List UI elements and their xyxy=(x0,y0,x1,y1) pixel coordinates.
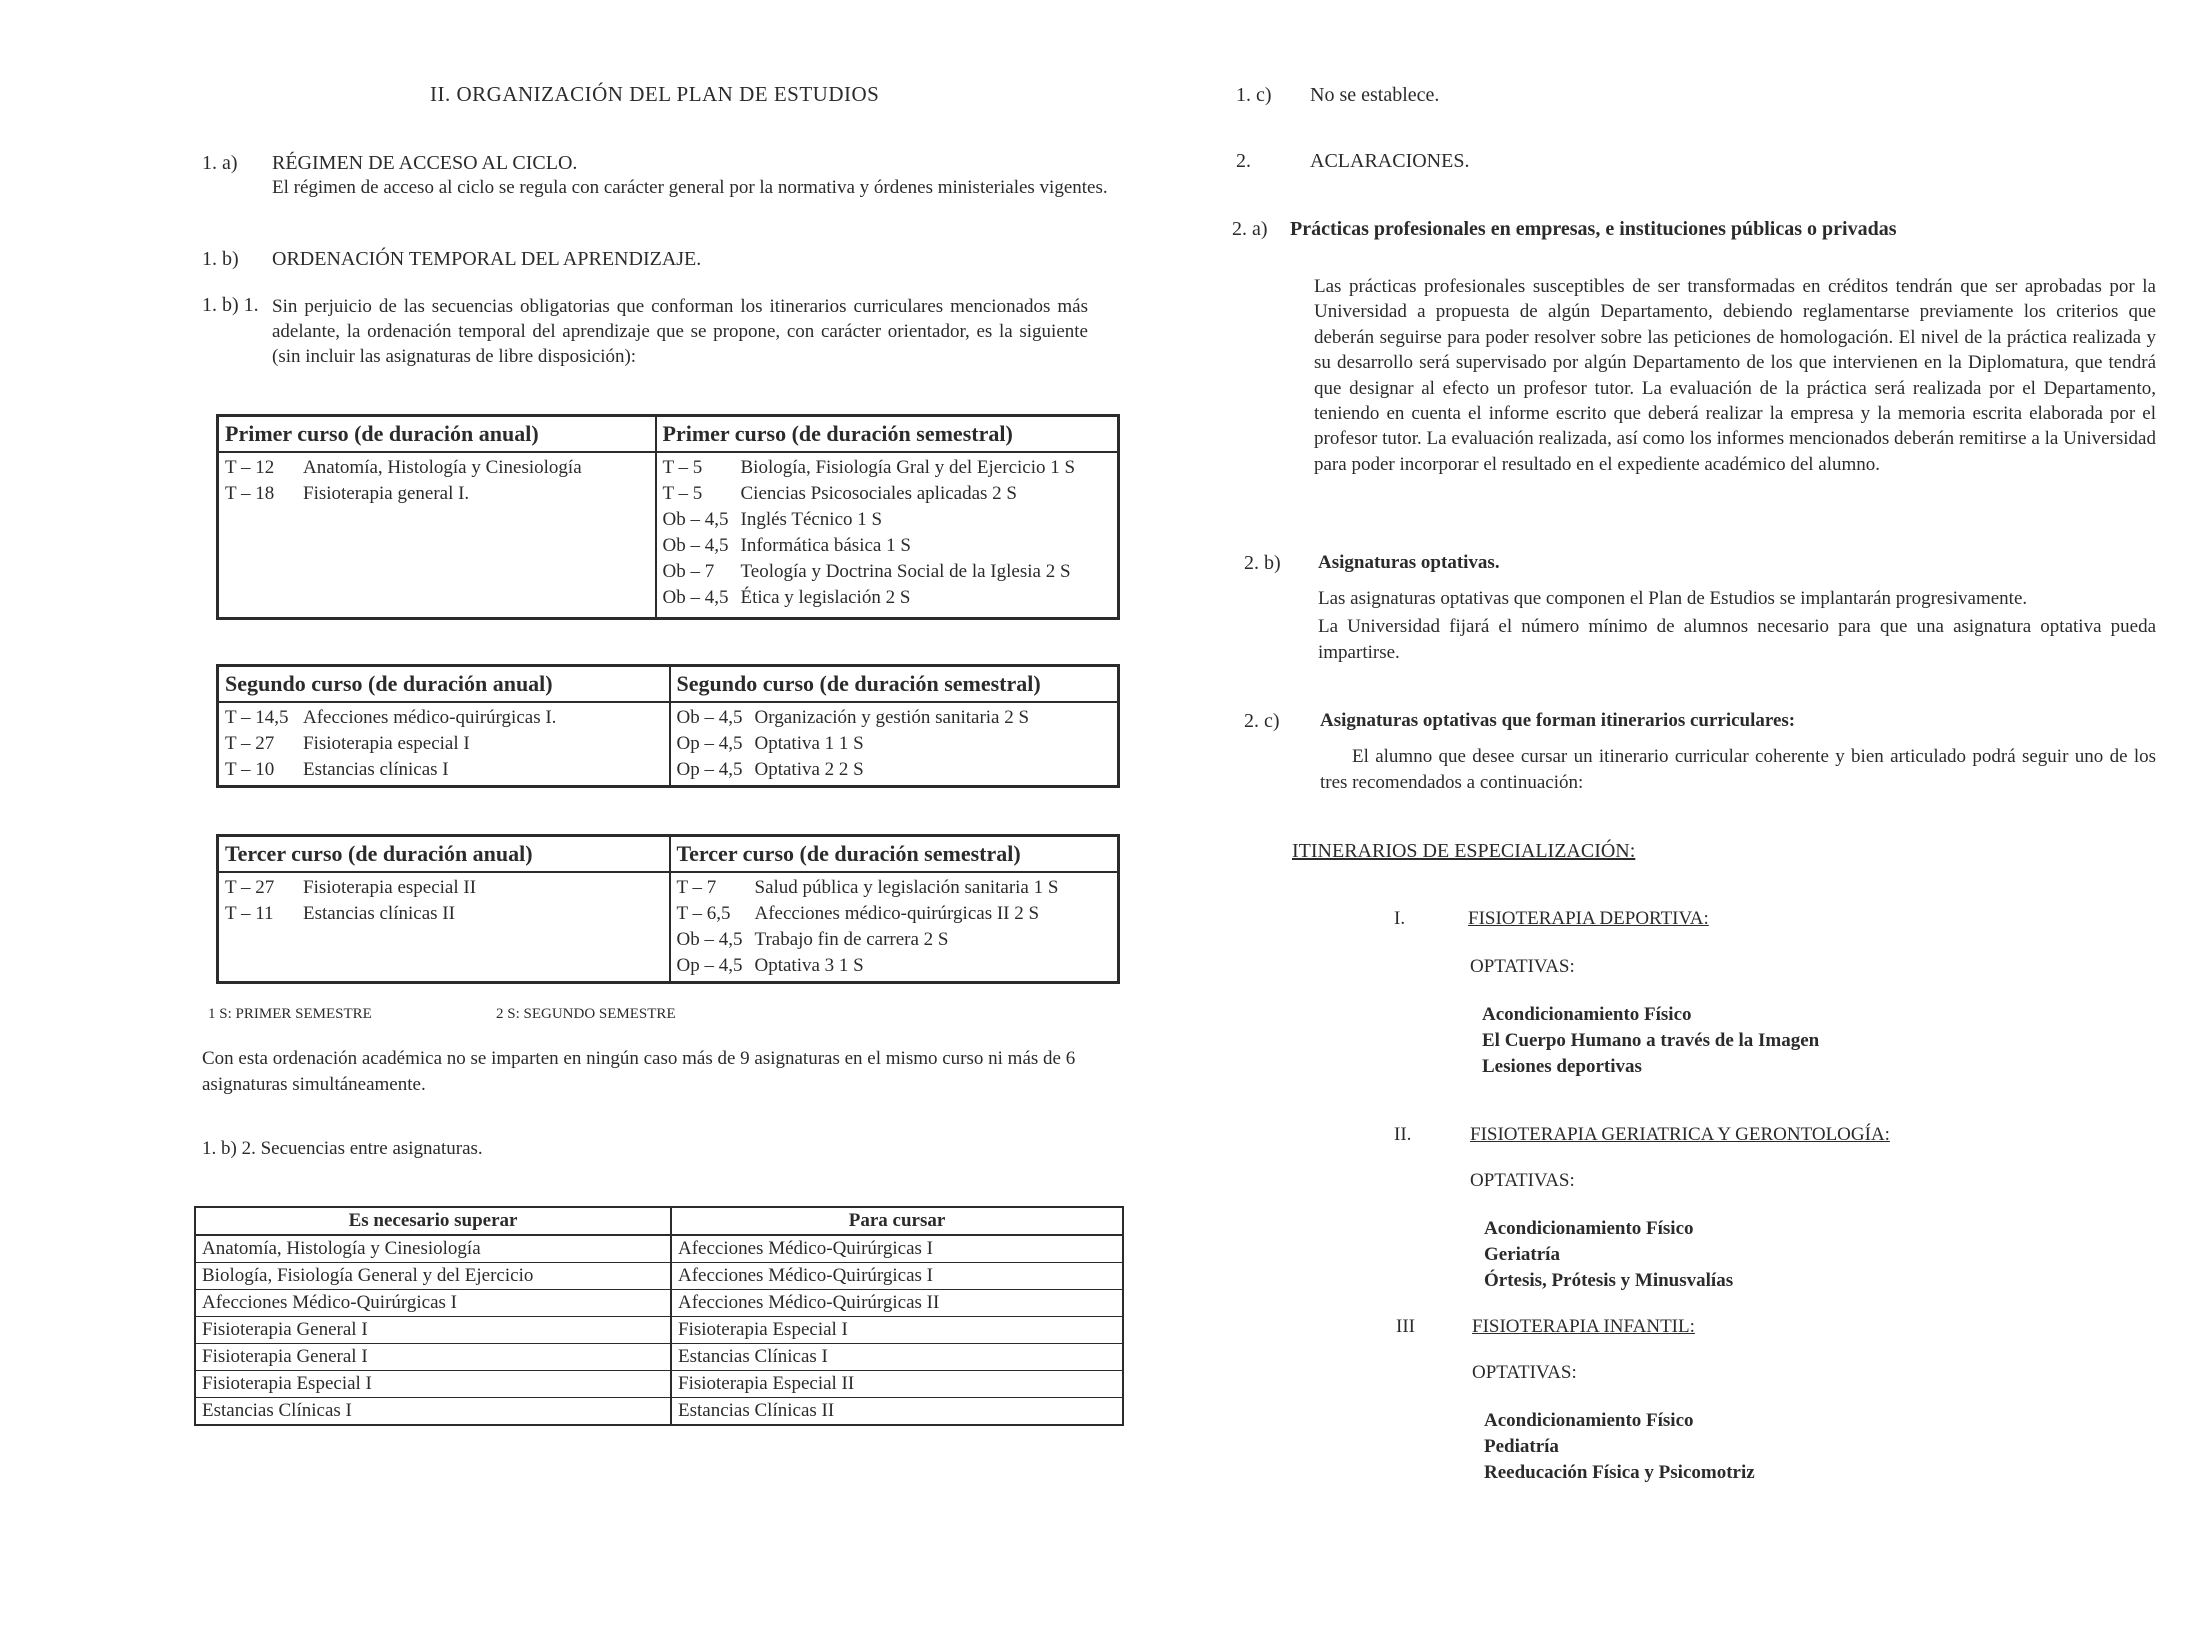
optativa-item: Órtesis, Prótesis y Minusvalías xyxy=(1484,1270,1734,1291)
course-name: Organización y gestión sanitaria 2 S xyxy=(754,707,1030,728)
course-name: Estancias clínicas II xyxy=(303,903,455,924)
annual-header: Segundo curso (de duración anual) xyxy=(218,666,670,703)
target-cell: Estancias Clínicas I xyxy=(671,1344,1123,1371)
course-code: T – 27 xyxy=(225,733,275,754)
course-row xyxy=(225,455,649,481)
course-name: Anatomía, Histología y Cinesiología xyxy=(303,457,582,478)
section-number-2a: 2. a) xyxy=(1232,218,1268,240)
course-row xyxy=(663,585,1112,611)
course-row xyxy=(225,731,663,757)
course-table-third xyxy=(216,834,1120,984)
sequence-table xyxy=(194,1206,1124,1426)
course-code: Ob – 4,5 xyxy=(676,707,743,728)
course-name: Trabajo fin de carrera 2 S xyxy=(754,929,949,950)
section-text-1b1: Sin perjuicio de las secuencias obligatorias que conforman los itinerarios curriculares mencionados más adelante, la ordenación temporal del aprendizaje que se propone, con carácter orientador, es la siguiente (sin incluir las asignaturas de libre disposición): xyxy=(272,296,1088,367)
legend-second-semester: 2 S: SEGUNDO SEMESTRE xyxy=(496,1006,676,1022)
course-code: Op – 4,5 xyxy=(676,759,743,780)
section-text-2c: El alumno que desee cursar un itinerario curricular coherente y bien articulado podrá seguir uno de los tres recomendados a continuación: xyxy=(1320,746,2156,793)
annual-cell xyxy=(218,452,656,619)
course-table-second xyxy=(216,664,1120,788)
section-text-2a: Las prácticas profesionales susceptibles de ser transformadas en créditos tendrán que ser aprobadas por la Universidad a propuesta de algún Departamento, debiendo reglamentarse previamente los criterios que deberán seguirse para poder resolver sobre las peticiones de homologación. El nivel de la práctica realizada y su desarrollo será supervisado por algún Departamento de los que intervienen en la Diplomatura, que tendrá que designar al efecto un profesor tutor. La evaluación de la práctica será realizada por el Departamento, teniendo en cuenta el informe escrito que deberá realizar la empresa y la memoria escrita elaborada por el profesor tutor. La evaluación realizada, así como los informes mencionados deberán remitirse a la Universidad para poder incorporar el resultado en el expediente académico del alumno. xyxy=(1314,276,2156,475)
target-cell: Afecciones Médico-Quirúrgicas I xyxy=(671,1263,1123,1290)
course-name: Optativa 3 1 S xyxy=(754,955,864,976)
ordenacion-note: Con esta ordenación académica no se imparten en ningún caso más de 9 asignaturas en el mismo curso ni más de 6 asignaturas simultáneamente. xyxy=(202,1048,1076,1095)
sequence-header-prerequisite: Es necesario superar xyxy=(195,1207,671,1235)
course-row xyxy=(225,705,663,731)
course-row xyxy=(663,455,1112,481)
table-row xyxy=(195,1344,1123,1371)
section-title: II. ORGANIZACIÓN DEL PLAN DE ESTUDIOS xyxy=(430,82,880,106)
course-row xyxy=(225,757,663,783)
course-code: T – 12 xyxy=(225,457,275,478)
section-heading-1a: RÉGIMEN DE ACCESO AL CICLO. xyxy=(272,152,578,174)
annual-header: Tercer curso (de duración anual) xyxy=(218,836,670,873)
optativas-label: OPTATIVAS: xyxy=(1470,1170,1575,1191)
course-code: T – 6,5 xyxy=(676,903,731,924)
optativa-item: Lesiones deportivas xyxy=(1482,1056,1642,1077)
section-number-1b: 1. b) xyxy=(202,248,239,270)
semestral-header: Tercer curso (de duración semestral) xyxy=(670,836,1119,873)
annual-cell xyxy=(218,872,670,983)
itinerarios-heading: ITINERARIOS DE ESPECIALIZACIÓN: xyxy=(1292,840,1636,862)
optativa-item: El Cuerpo Humano a través de la Imagen xyxy=(1482,1030,1820,1051)
course-code: T – 14,5 xyxy=(225,707,289,728)
semestral-cell xyxy=(656,452,1119,619)
course-name: Biología, Fisiología Gral y del Ejercicio 1 S xyxy=(740,457,1076,478)
sequence-header-target: Para cursar xyxy=(671,1207,1123,1235)
section-heading-2a: Prácticas profesionales en empresas, e instituciones públicas o privadas xyxy=(1290,218,1897,240)
itinerario-name: FISIOTERAPIA DEPORTIVA: xyxy=(1468,908,1709,929)
course-code: T – 5 xyxy=(662,483,703,504)
table-row xyxy=(195,1317,1123,1344)
optativa-item: Acondicionamiento Físico xyxy=(1482,1004,1692,1025)
section-heading-2c: Asignaturas optativas que forman itinerarios curriculares: xyxy=(1320,710,1796,731)
section-number-1b1: 1. b) 1. xyxy=(202,294,259,316)
optativas-label: OPTATIVAS: xyxy=(1472,1362,1577,1383)
section-number-2b: 2. b) xyxy=(1244,552,1281,574)
section-heading-2: ACLARACIONES. xyxy=(1310,150,1470,172)
course-row xyxy=(663,559,1112,585)
course-name: Salud pública y legislación sanitaria 1 S xyxy=(754,877,1059,898)
section-text-2b-line2: La Universidad fijará el número mínimo de alumnos necesario para que una asignatura optativa pueda impartirse. xyxy=(1318,616,2156,663)
course-name: Informática básica 1 S xyxy=(740,535,911,556)
course-row xyxy=(677,953,1112,979)
course-row xyxy=(677,731,1112,757)
optativa-item: Acondicionamiento Físico xyxy=(1484,1218,1694,1239)
prerequisite-cell: Afecciones Médico-Quirúrgicas I xyxy=(195,1290,671,1317)
semestral-cell xyxy=(670,702,1119,787)
prerequisite-cell: Biología, Fisiología General y del Ejercicio xyxy=(195,1263,671,1290)
course-code: T – 10 xyxy=(225,759,275,780)
course-name: Optativa 1 1 S xyxy=(754,733,864,754)
course-name: Optativa 2 2 S xyxy=(754,759,864,780)
optativas-label: OPTATIVAS: xyxy=(1470,956,1575,977)
course-code: T – 7 xyxy=(676,877,717,898)
course-row xyxy=(225,901,663,927)
target-cell: Fisioterapia Especial I xyxy=(671,1317,1123,1344)
prerequisite-cell: Estancias Clínicas I xyxy=(195,1398,671,1426)
target-cell: Afecciones Médico-Quirúrgicas II xyxy=(671,1290,1123,1317)
course-row xyxy=(677,705,1112,731)
course-row xyxy=(663,507,1112,533)
annual-cell xyxy=(218,702,670,787)
section-text-1a: El régimen de acceso al ciclo se regula con carácter general por la normativa y órdenes ministeriales vigentes. xyxy=(272,177,1108,198)
semestral-header: Primer curso (de duración semestral) xyxy=(656,416,1119,453)
target-cell: Fisioterapia Especial II xyxy=(671,1371,1123,1398)
legend-first-semester: 1 S: PRIMER SEMESTRE xyxy=(208,1006,372,1022)
course-code: T – 5 xyxy=(662,457,703,478)
course-name: Teología y Doctrina Social de la Iglesia 2 S xyxy=(740,561,1071,582)
course-row xyxy=(677,875,1112,901)
semestral-cell xyxy=(670,872,1119,983)
course-name: Estancias clínicas I xyxy=(303,759,449,780)
section-text-1c: No se establece. xyxy=(1310,84,1440,106)
table-row xyxy=(195,1398,1123,1426)
itinerario-number: III xyxy=(1396,1316,1415,1337)
section-text-2b-line1: Las asignaturas optativas que componen el Plan de Estudios se implantarán progresivamente. xyxy=(1318,588,2028,609)
section-heading-2b: Asignaturas optativas. xyxy=(1318,552,1500,573)
course-name: Inglés Técnico 1 S xyxy=(740,509,883,530)
section-number-2: 2. xyxy=(1236,150,1251,172)
table-row xyxy=(195,1235,1123,1263)
course-code: Ob – 4,5 xyxy=(662,587,729,608)
course-row xyxy=(677,927,1112,953)
course-row xyxy=(663,533,1112,559)
table-row xyxy=(195,1263,1123,1290)
course-name: Afecciones médico-quirúrgicas II 2 S xyxy=(754,903,1040,924)
course-row xyxy=(225,481,649,507)
course-name: Ética y legislación 2 S xyxy=(740,587,911,608)
section-heading-1b2: 1. b) 2. Secuencias entre asignaturas. xyxy=(202,1138,483,1159)
course-code: Ob – 4,5 xyxy=(676,929,743,950)
course-name: Afecciones médico-quirúrgicas I. xyxy=(303,707,557,728)
optativa-item: Reeducación Física y Psicomotriz xyxy=(1484,1462,1755,1483)
course-code: Ob – 7 xyxy=(662,561,715,582)
section-number-2c: 2. c) xyxy=(1244,710,1280,732)
section-heading-1b: ORDENACIÓN TEMPORAL DEL APRENDIZAJE. xyxy=(272,248,702,270)
section-number-1c: 1. c) xyxy=(1236,84,1272,106)
course-name: Ciencias Psicosociales aplicadas 2 S xyxy=(740,483,1017,504)
course-table-first xyxy=(216,414,1120,620)
prerequisite-cell: Fisioterapia Especial I xyxy=(195,1371,671,1398)
optativa-item: Acondicionamiento Físico xyxy=(1484,1410,1694,1431)
itinerario-number: I. xyxy=(1394,908,1406,929)
course-code: Ob – 4,5 xyxy=(662,535,729,556)
course-name: Fisioterapia general I. xyxy=(303,483,470,504)
prerequisite-cell: Fisioterapia General I xyxy=(195,1344,671,1371)
course-row xyxy=(225,875,663,901)
table-row xyxy=(195,1290,1123,1317)
annual-header: Primer curso (de duración anual) xyxy=(218,416,656,453)
course-code: Op – 4,5 xyxy=(676,733,743,754)
course-name: Fisioterapia especial II xyxy=(303,877,477,898)
course-row xyxy=(663,481,1112,507)
course-name: Fisioterapia especial I xyxy=(303,733,470,754)
optativa-item: Pediatría xyxy=(1484,1436,1559,1457)
target-cell: Afecciones Médico-Quirúrgicas I xyxy=(671,1235,1123,1263)
course-code: T – 11 xyxy=(225,903,274,924)
target-cell: Estancias Clínicas II xyxy=(671,1398,1123,1426)
itinerario-name: FISIOTERAPIA INFANTIL: xyxy=(1472,1316,1695,1337)
course-code: T – 27 xyxy=(225,877,275,898)
course-code: Op – 4,5 xyxy=(676,955,743,976)
prerequisite-cell: Fisioterapia General I xyxy=(195,1317,671,1344)
section-number-1a: 1. a) xyxy=(202,152,238,174)
optativa-item: Geriatría xyxy=(1484,1244,1560,1265)
course-row xyxy=(677,757,1112,783)
table-row xyxy=(195,1371,1123,1398)
itinerario-number: II. xyxy=(1394,1124,1412,1145)
prerequisite-cell: Anatomía, Histología y Cinesiología xyxy=(195,1235,671,1263)
course-row xyxy=(677,901,1112,927)
itinerario-name: FISIOTERAPIA GERIATRICA Y GERONTOLOGÍA: xyxy=(1470,1124,1890,1145)
course-code: T – 18 xyxy=(225,483,275,504)
course-code: Ob – 4,5 xyxy=(662,509,729,530)
semestral-header: Segundo curso (de duración semestral) xyxy=(670,666,1119,703)
